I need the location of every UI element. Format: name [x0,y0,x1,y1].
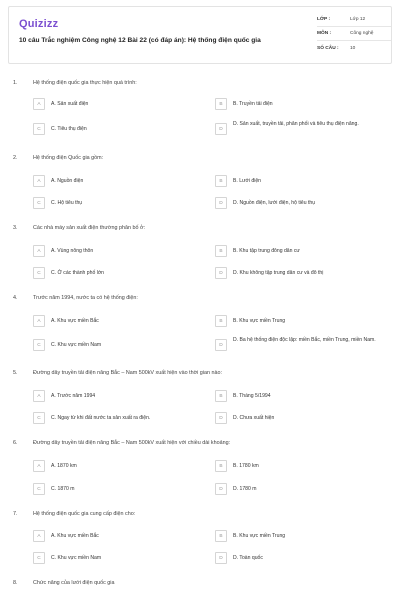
option-text: B. Khu tập trung đông dân cư [233,248,300,254]
question-number: 5. [13,370,18,376]
option-letter-badge: A [33,390,45,402]
option-text: D. Toàn quốc [233,555,263,561]
meta-label: LỚP : [317,17,331,22]
meta-label: SỐ CÂU : [317,45,339,51]
question-text: Trước năm 1994, nước ta có hệ thống điện: [33,295,138,301]
option-letter-badge: A [33,98,45,110]
meta-label: MÔN : [317,31,332,36]
option-text: C. Ngay từ khi đất nước ta sản xuất ra điện. [51,415,151,421]
option-text: B. Truyền tải điện [233,101,273,107]
option-text: C. Hộ tiêu thụ [51,200,83,206]
question-text: Đường dây truyền tải điện năng Bắc – Nam 500kV xuất hiện vào thời gian nào: [33,370,222,376]
option-letter-badge: D [215,552,227,564]
option-letter-badge: D [215,267,227,279]
option-text: D. Chưa xuất hiện [233,415,275,421]
option-text: C. Ở các thành phố lớn [51,270,105,276]
option-letter-badge: C [33,552,45,564]
question-text: Hệ thống điện quốc gia thực hiện quá trình: [33,80,137,86]
option-text: A. Vùng nông thôn [51,248,94,254]
question-text: Các nhà máy sản xuất điện thường phân bố ở: [33,225,145,231]
question-text: Chức năng của lưới điện quốc gia [33,580,115,586]
option-text: D. Ba hệ thống điện độc lập: miền Bắc, miền Trung, miền Nam. [233,337,376,343]
option-text: B. 1780 km [233,463,259,469]
option-letter-badge: C [33,197,45,209]
option-text: D. Khu không tập trung dân cư và đô thị [233,270,324,276]
option-text: B. Khu vực miền Trung [233,318,286,324]
question-number: 1. [13,80,18,86]
option-letter-badge: D [215,339,227,351]
meta-value: Công nghệ [350,31,374,36]
meta-table [317,13,391,55]
question-number: 7. [13,511,18,517]
option-text: C. Tiêu thụ điện [51,126,87,132]
question-number: 8. [13,580,18,586]
option-letter-badge: A [33,460,45,472]
option-text: D. Nguồn điện, lưới điện, hộ tiêu thụ [233,200,316,206]
option-text: C. Khu vực miền Nam [51,555,102,561]
option-text: A. Khu vực miền Bắc [51,533,99,539]
meta-value: Lớp 12 [350,17,366,22]
question-text: Đường dây truyền tải điện năng Bắc – Nam 500kV xuất hiện với chiều dài khoảng: [33,440,231,446]
question-number: 4. [13,295,18,301]
option-letter-badge: A [33,530,45,542]
meta-value: 10 [350,45,356,51]
meta-row-subject [317,27,391,41]
option-letter-badge: D [215,483,227,495]
option-text: C. Khu vực miền Nam [51,342,102,348]
option-text: D. Sản xuất, truyền tải, phân phối và tiêu thụ điện năng. [233,121,359,127]
option-letter-badge: C [33,412,45,424]
option-text: B. Lưới điện [233,178,261,184]
option-letter-badge: B [215,530,227,542]
option-letter-badge: A [33,245,45,257]
option-text: A. Nguồn điện [51,178,84,184]
option-text: D. 1780 m [233,486,257,492]
option-letter-badge: D [215,123,227,135]
option-letter-badge: A [33,315,45,327]
option-text: A. 1870 km [51,463,77,469]
option-text: B. Khu vực miền Trung [233,533,286,539]
quizizz-logo[interactable]: Quizizz [19,18,59,30]
worksheet-header [8,6,392,64]
option-text: A. Khu vực miền Bắc [51,318,99,324]
question-number: 2. [13,155,18,161]
option-letter-badge: B [215,390,227,402]
option-letter-badge: B [215,245,227,257]
option-text: B. Tháng 5/1994 [233,393,271,399]
option-letter-badge: D [215,412,227,424]
option-letter-badge: B [215,98,227,110]
option-text: C. 1870 m [51,486,75,492]
option-letter-badge: C [33,123,45,135]
option-letter-badge: C [33,483,45,495]
question-text: Hệ thống điện Quốc gia gồm: [33,155,104,161]
quiz-title: 10 câu Trắc nghiệm Công nghệ 12 Bài 22 (có đáp án): Hệ thống điện quốc gia [19,37,261,44]
option-letter-badge: B [215,460,227,472]
option-text: A. Sản xuất điện [51,101,89,107]
question-number: 3. [13,225,18,231]
meta-row-count [317,41,391,55]
option-letter-badge: A [33,175,45,187]
option-letter-badge: B [215,315,227,327]
option-letter-badge: C [33,267,45,279]
option-letter-badge: B [215,175,227,187]
option-letter-badge: D [215,197,227,209]
option-letter-badge: C [33,339,45,351]
option-text: A. Trước năm 1994 [51,393,96,399]
question-number: 6. [13,440,18,446]
meta-row-class [317,13,391,27]
question-text: Hệ thống điện quốc gia cung cấp điện cho: [33,511,136,517]
